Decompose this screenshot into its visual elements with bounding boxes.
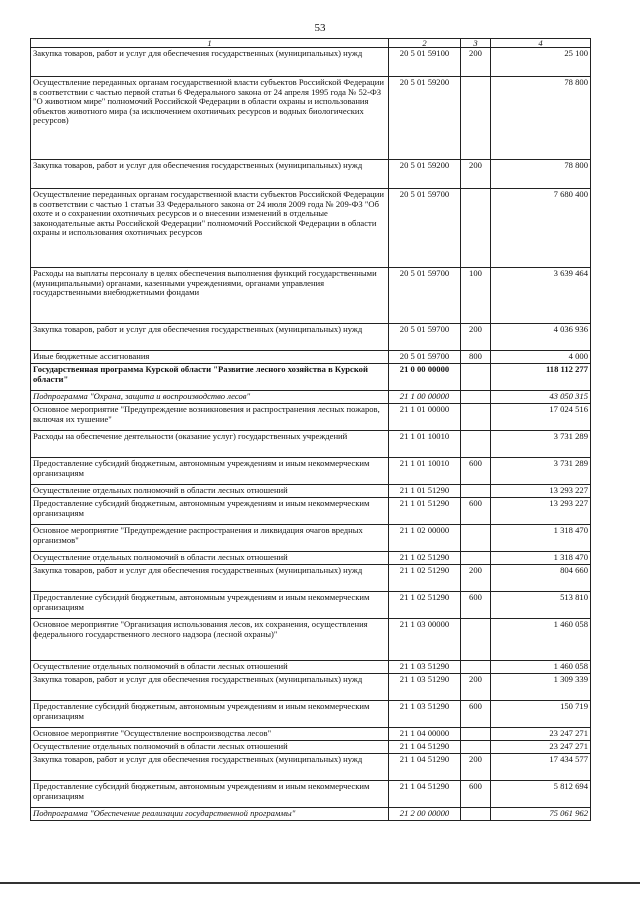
table-row — [31, 701, 591, 728]
table-row — [31, 458, 591, 485]
row-code-cell: 21 1 02 51290 — [389, 565, 461, 592]
row-name-cell: Предоставление субсидий бюджетным, автономным учреждениям и иным некоммерческим организациям — [31, 781, 389, 808]
row-name-cell: Расходы на выплаты персоналу в целях обеспечения выполнения функций государственными (муниципальными) органами, казенными учреждениями, органами управления государственными внебюджетными фондами — [31, 268, 389, 324]
row-name-cell: Подпрограмма "Охрана, защита и воспроизводство лесов" — [31, 391, 389, 404]
column-header-code: 2 — [389, 39, 461, 48]
table-body — [31, 48, 591, 821]
row-code-cell: 21 1 04 51290 — [389, 754, 461, 781]
row-name-cell: Закупка товаров, работ и услуг для обеспечения государственных (муниципальных) нужд — [31, 754, 389, 781]
row-amount-cell: 804 660 — [491, 565, 591, 592]
row-vr-cell: 200 — [461, 754, 491, 781]
row-amount-cell: 118 112 277 — [491, 364, 591, 391]
row-name-cell: Подпрограмма "Обеспечение реализации государственной программы" — [31, 808, 389, 821]
row-amount-cell: 23 247 271 — [491, 741, 591, 754]
row-code-cell: 21 1 01 10010 — [389, 458, 461, 485]
row-amount-cell: 3 731 289 — [491, 458, 591, 485]
table-row — [31, 351, 591, 364]
row-name-cell: Основное мероприятие "Организация использования лесов, их сохранения, осуществления федерального государственного лесного надзора (лесной охраны)" — [31, 619, 389, 661]
table-row — [31, 525, 591, 552]
row-vr-cell — [461, 189, 491, 268]
row-code-cell: 21 1 01 51290 — [389, 485, 461, 498]
table-row — [31, 268, 591, 324]
column-number-header — [31, 39, 591, 48]
row-vr-cell: 600 — [461, 701, 491, 728]
row-code-cell: 20 5 01 59200 — [389, 77, 461, 160]
row-amount-cell: 1 318 470 — [491, 525, 591, 552]
row-amount-cell: 1 460 058 — [491, 619, 591, 661]
row-code-cell: 21 1 03 51290 — [389, 674, 461, 701]
row-amount-cell: 78 800 — [491, 77, 591, 160]
row-name-cell: Закупка товаров, работ и услуг для обеспечения государственных (муниципальных) нужд — [31, 674, 389, 701]
row-vr-cell — [461, 77, 491, 160]
row-vr-cell: 600 — [461, 458, 491, 485]
table-row — [31, 661, 591, 674]
row-code-cell: 20 5 01 59100 — [389, 48, 461, 77]
column-header-amount: 4 — [491, 39, 591, 48]
table-row — [31, 48, 591, 77]
row-name-cell: Закупка товаров, работ и услуг для обеспечения государственных (муниципальных) нужд — [31, 565, 389, 592]
table-row — [31, 324, 591, 351]
table-row — [31, 781, 591, 808]
row-vr-cell: 200 — [461, 674, 491, 701]
table-row — [31, 728, 591, 741]
column-header-vr: 3 — [461, 39, 491, 48]
row-name-cell: Основное мероприятие "Предупреждение распространения и ликвидация очагов вредных организмов" — [31, 525, 389, 552]
row-amount-cell: 4 036 936 — [491, 324, 591, 351]
row-amount-cell: 1 309 339 — [491, 674, 591, 701]
row-vr-cell: 200 — [461, 160, 491, 189]
row-vr-cell: 200 — [461, 48, 491, 77]
table-row — [31, 77, 591, 160]
row-code-cell: 21 1 01 51290 — [389, 498, 461, 525]
row-name-cell: Осуществление отдельных полномочий в области лесных отношений — [31, 552, 389, 565]
row-amount-cell: 17 434 577 — [491, 754, 591, 781]
row-name-cell: Осуществление отдельных полномочий в области лесных отношений — [31, 661, 389, 674]
row-vr-cell: 200 — [461, 565, 491, 592]
row-vr-cell: 200 — [461, 324, 491, 351]
table-row — [31, 619, 591, 661]
row-name-cell: Государственная программа Курской области "Развитие лесного хозяйства в Курской области" — [31, 364, 389, 391]
row-amount-cell: 43 050 315 — [491, 391, 591, 404]
row-name-cell: Закупка товаров, работ и услуг для обеспечения государственных (муниципальных) нужд — [31, 48, 389, 77]
row-vr-cell — [461, 552, 491, 565]
row-code-cell: 20 5 01 59700 — [389, 324, 461, 351]
row-vr-cell — [461, 525, 491, 552]
row-vr-cell — [461, 485, 491, 498]
row-vr-cell — [461, 808, 491, 821]
table-row — [31, 741, 591, 754]
budget-table — [30, 38, 591, 821]
row-vr-cell — [461, 364, 491, 391]
row-amount-cell: 513 810 — [491, 592, 591, 619]
row-code-cell: 21 1 04 51290 — [389, 781, 461, 808]
row-vr-cell — [461, 741, 491, 754]
row-amount-cell: 5 812 694 — [491, 781, 591, 808]
row-code-cell: 21 1 02 00000 — [389, 525, 461, 552]
row-name-cell: Основное мероприятие "Предупреждение возникновения и распространения лесных пожаров, включая их тушение" — [31, 404, 389, 431]
row-amount-cell: 23 247 271 — [491, 728, 591, 741]
row-code-cell: 21 1 04 51290 — [389, 741, 461, 754]
row-code-cell: 21 1 04 00000 — [389, 728, 461, 741]
row-name-cell: Предоставление субсидий бюджетным, автономным учреждениям и иным некоммерческим организациям — [31, 592, 389, 619]
page-number: 53 — [314, 22, 326, 34]
row-vr-cell — [461, 391, 491, 404]
row-code-cell: 20 5 01 59700 — [389, 268, 461, 324]
row-name-cell: Закупка товаров, работ и услуг для обеспечения государственных (муниципальных) нужд — [31, 324, 389, 351]
row-amount-cell: 78 800 — [491, 160, 591, 189]
row-amount-cell: 1 460 058 — [491, 661, 591, 674]
row-amount-cell: 13 293 227 — [491, 485, 591, 498]
bottom-divider — [0, 882, 640, 884]
row-amount-cell: 25 100 — [491, 48, 591, 77]
row-amount-cell: 7 680 400 — [491, 189, 591, 268]
row-code-cell: 21 2 00 00000 — [389, 808, 461, 821]
row-amount-cell: 3 731 289 — [491, 431, 591, 458]
row-name-cell: Предоставление субсидий бюджетным, автономным учреждениям и иным некоммерческим организациям — [31, 458, 389, 485]
table-row — [31, 552, 591, 565]
row-amount-cell: 17 024 516 — [491, 404, 591, 431]
table-row — [31, 592, 591, 619]
row-name-cell: Осуществление отдельных полномочий в области лесных отношений — [31, 741, 389, 754]
row-vr-cell — [461, 431, 491, 458]
row-code-cell: 21 0 00 00000 — [389, 364, 461, 391]
table-row — [31, 565, 591, 592]
row-code-cell: 20 5 01 59700 — [389, 351, 461, 364]
table-row — [31, 404, 591, 431]
row-code-cell: 20 5 01 59200 — [389, 160, 461, 189]
row-name-cell: Предоставление субсидий бюджетным, автономным учреждениям и иным некоммерческим организациям — [31, 701, 389, 728]
row-amount-cell: 4 000 — [491, 351, 591, 364]
row-name-cell: Основное мероприятие "Осуществление воспроизводства лесов" — [31, 728, 389, 741]
table-row — [31, 364, 591, 391]
row-code-cell: 21 1 01 10010 — [389, 431, 461, 458]
row-code-cell: 21 1 02 51290 — [389, 552, 461, 565]
row-name-cell: Предоставление субсидий бюджетным, автономным учреждениям и иным некоммерческим организациям — [31, 498, 389, 525]
row-amount-cell: 150 719 — [491, 701, 591, 728]
row-code-cell: 20 5 01 59700 — [389, 189, 461, 268]
row-name-cell: Осуществление переданных органам государственной власти субъектов Российской Федерации в соответствии с частью первой статьи 6 Федерального закона от 24 апреля 1995 года № 52-ФЗ "О животном мире" полномочий Российской Федерации в области охраны и использования объектов животного мира (за исключением охотничьих ресурсов и водных биологических ресурсов) — [31, 77, 389, 160]
table-row — [31, 431, 591, 458]
row-code-cell: 21 1 01 00000 — [389, 404, 461, 431]
row-code-cell: 21 1 03 51290 — [389, 661, 461, 674]
row-vr-cell: 600 — [461, 498, 491, 525]
table-row — [31, 485, 591, 498]
table-row — [31, 160, 591, 189]
row-code-cell: 21 1 00 00000 — [389, 391, 461, 404]
table-row — [31, 674, 591, 701]
row-vr-cell — [461, 661, 491, 674]
table-row — [31, 754, 591, 781]
row-name-cell: Расходы на обеспечение деятельности (оказание услуг) государственных учреждений — [31, 431, 389, 458]
row-name-cell: Осуществление переданных органам государственной власти субъектов Российской Федерации в соответствии с частью 1 статьи 33 Федерального закона от 24 июля 2009 года № 209-ФЗ "Об охоте и о сохранении охотничьих ресурсов и о внесении изменений в отдельные законодательные акты Российской Федерации" полномочий Российской Федерации в области охраны и использования охотничьих ресурсов — [31, 189, 389, 268]
row-code-cell: 21 1 03 00000 — [389, 619, 461, 661]
table-row — [31, 189, 591, 268]
row-code-cell: 21 1 02 51290 — [389, 592, 461, 619]
row-vr-cell — [461, 619, 491, 661]
row-name-cell: Иные бюджетные ассигнования — [31, 351, 389, 364]
row-amount-cell: 75 061 962 — [491, 808, 591, 821]
column-header-name: 1 — [31, 39, 389, 48]
table-row — [31, 808, 591, 821]
row-amount-cell: 3 639 464 — [491, 268, 591, 324]
row-code-cell: 21 1 03 51290 — [389, 701, 461, 728]
row-amount-cell: 1 318 470 — [491, 552, 591, 565]
row-amount-cell: 13 293 227 — [491, 498, 591, 525]
table-row — [31, 498, 591, 525]
row-vr-cell — [461, 404, 491, 431]
row-vr-cell: 800 — [461, 351, 491, 364]
row-vr-cell: 600 — [461, 592, 491, 619]
row-name-cell: Осуществление отдельных полномочий в области лесных отношений — [31, 485, 389, 498]
row-vr-cell: 100 — [461, 268, 491, 324]
row-name-cell: Закупка товаров, работ и услуг для обеспечения государственных (муниципальных) нужд — [31, 160, 389, 189]
row-vr-cell — [461, 728, 491, 741]
row-vr-cell: 600 — [461, 781, 491, 808]
table-row — [31, 391, 591, 404]
